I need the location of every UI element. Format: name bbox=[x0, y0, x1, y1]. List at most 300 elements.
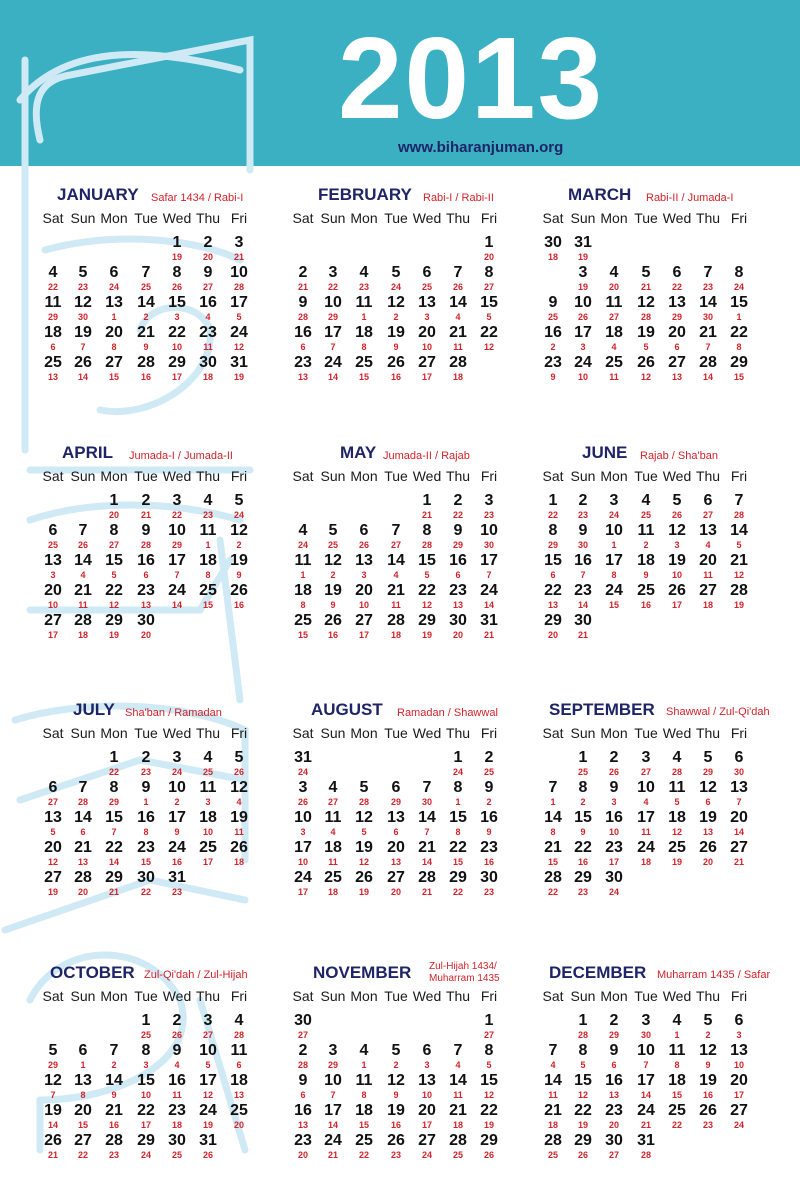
date-cell bbox=[722, 354, 756, 382]
gregorian-date: 25 bbox=[605, 354, 623, 371]
hijri-date: 16 bbox=[108, 1120, 119, 1130]
hijri-date: 22 bbox=[327, 282, 338, 292]
date-cell bbox=[316, 264, 350, 292]
hijri-date: 20 bbox=[608, 1120, 619, 1130]
date-cell bbox=[97, 1072, 131, 1100]
hijri-date: 6 bbox=[300, 1090, 306, 1100]
hijri-date: 13 bbox=[608, 1090, 619, 1100]
hijri-date: 22 bbox=[671, 282, 682, 292]
gregorian-date: 5 bbox=[641, 264, 651, 281]
date-cell bbox=[66, 612, 100, 640]
hijri-date: 1 bbox=[455, 797, 461, 807]
weekday-tue: Tue bbox=[384, 468, 408, 484]
hijri-date: 13 bbox=[297, 372, 308, 382]
date-cell bbox=[129, 809, 163, 837]
hijri-date: 25 bbox=[421, 282, 432, 292]
date-cell bbox=[222, 234, 256, 262]
weekday-thu: Thu bbox=[445, 210, 471, 226]
gregorian-date: 3 bbox=[328, 264, 338, 281]
date-cell bbox=[472, 809, 506, 837]
hijri-date: 27 bbox=[702, 510, 713, 520]
date-cell bbox=[129, 1072, 163, 1100]
gregorian-date: 11 bbox=[668, 779, 686, 796]
weekday-wed: Wed bbox=[412, 210, 442, 226]
date-cell bbox=[660, 749, 694, 777]
gregorian-date: 9 bbox=[141, 779, 151, 796]
gregorian-date: 15 bbox=[449, 809, 467, 826]
date-cell bbox=[222, 779, 256, 807]
hijri-date: 28 bbox=[577, 1030, 588, 1040]
date-cell bbox=[629, 1102, 663, 1130]
gregorian-date: 21 bbox=[449, 324, 467, 341]
gregorian-date: 2 bbox=[578, 492, 588, 509]
gregorian-date: 1 bbox=[422, 492, 432, 509]
hijri-date: 24 bbox=[108, 282, 119, 292]
date-cell bbox=[191, 324, 225, 352]
hijri-date: 17 bbox=[171, 372, 182, 382]
date-cell bbox=[36, 264, 70, 292]
hijri-date: 7 bbox=[580, 570, 586, 580]
date-cell bbox=[722, 839, 756, 867]
hijri-date: 12 bbox=[483, 342, 494, 352]
date-cell bbox=[191, 1012, 225, 1040]
date-cell bbox=[597, 869, 631, 897]
date-cell bbox=[597, 809, 631, 837]
hijri-date: 25 bbox=[452, 1150, 463, 1160]
gregorian-date: 3 bbox=[203, 1012, 213, 1029]
gregorian-date: 16 bbox=[137, 809, 155, 826]
date-cell bbox=[629, 1132, 663, 1160]
hijri-date: 7 bbox=[736, 797, 742, 807]
hijri-date: 27 bbox=[108, 540, 119, 550]
hijri-date: 27 bbox=[390, 540, 401, 550]
weekday-thu: Thu bbox=[195, 725, 221, 741]
date-cell bbox=[160, 492, 194, 520]
weekday-fri: Fri bbox=[230, 988, 248, 1004]
hijri-date: 10 bbox=[421, 1090, 432, 1100]
date-cell bbox=[129, 492, 163, 520]
gregorian-date: 13 bbox=[418, 294, 436, 311]
gregorian-date: 8 bbox=[109, 522, 119, 539]
gregorian-date: 20 bbox=[418, 324, 436, 341]
date-cell bbox=[66, 582, 100, 610]
hijri-date: 14 bbox=[640, 1090, 651, 1100]
date-cell bbox=[566, 324, 600, 352]
date-cell bbox=[566, 522, 600, 550]
date-cell bbox=[97, 839, 131, 867]
hijri-date: 28 bbox=[671, 767, 682, 777]
date-cell bbox=[160, 1042, 194, 1070]
weekday-sun: Sun bbox=[70, 725, 96, 741]
date-cell bbox=[410, 522, 444, 550]
date-cell bbox=[316, 1042, 350, 1070]
hijri-date: 24 bbox=[390, 282, 401, 292]
gregorian-date: 31 bbox=[574, 234, 592, 251]
gregorian-date: 2 bbox=[609, 1012, 619, 1029]
gregorian-date: 18 bbox=[199, 552, 217, 569]
date-cell bbox=[36, 552, 70, 580]
hijri-date: 10 bbox=[577, 372, 588, 382]
date-cell bbox=[566, 749, 600, 777]
hijri-date: 28 bbox=[233, 282, 244, 292]
date-cell bbox=[566, 264, 600, 292]
gregorian-date: 22 bbox=[168, 324, 186, 341]
date-cell bbox=[660, 522, 694, 550]
date-cell bbox=[566, 1132, 600, 1160]
gregorian-date: 27 bbox=[418, 354, 436, 371]
date-cell bbox=[722, 492, 756, 520]
hijri-date: 9 bbox=[143, 342, 149, 352]
gregorian-date: 12 bbox=[74, 294, 92, 311]
hijri-date: 25 bbox=[327, 540, 338, 550]
gregorian-date: 19 bbox=[324, 582, 342, 599]
date-cell bbox=[347, 522, 381, 550]
date-cell bbox=[441, 294, 475, 322]
gregorian-date: 30 bbox=[168, 1132, 186, 1149]
hijri-date: 7 bbox=[50, 1090, 56, 1100]
date-cell bbox=[472, 552, 506, 580]
date-cell bbox=[160, 1072, 194, 1100]
gregorian-date: 5 bbox=[391, 1042, 401, 1059]
hijri-date: 26 bbox=[358, 540, 369, 550]
date-cell bbox=[97, 522, 131, 550]
hijri-date: 9 bbox=[393, 1090, 399, 1100]
weekday-mon: Mon bbox=[100, 725, 128, 741]
gregorian-date: 31 bbox=[230, 354, 248, 371]
gregorian-date: 24 bbox=[168, 582, 186, 599]
hijri-date: 17 bbox=[421, 372, 432, 382]
gregorian-date: 26 bbox=[387, 354, 405, 371]
hijri-date: 12 bbox=[671, 827, 682, 837]
hijri-date: 16 bbox=[483, 857, 494, 867]
date-cell bbox=[441, 779, 475, 807]
gregorian-date: 26 bbox=[74, 354, 92, 371]
weekday-sat: Sat bbox=[292, 725, 314, 741]
gregorian-date: 16 bbox=[480, 809, 498, 826]
hijri-date: 14 bbox=[47, 1120, 58, 1130]
date-cell bbox=[286, 1042, 320, 1070]
date-cell bbox=[379, 809, 413, 837]
date-cell bbox=[97, 324, 131, 352]
hijri-date: 25 bbox=[140, 1030, 151, 1040]
hijri-date: 11 bbox=[203, 342, 213, 352]
hijri-date: 23 bbox=[577, 510, 588, 520]
weekday-header bbox=[0, 988, 800, 1006]
gregorian-date: 14 bbox=[449, 294, 467, 311]
gregorian-date: 3 bbox=[172, 492, 182, 509]
hijri-date: 8 bbox=[736, 342, 742, 352]
date-cell bbox=[536, 324, 570, 352]
hijri-date: 4 bbox=[80, 570, 86, 580]
hijri-date: 22 bbox=[547, 887, 558, 897]
hijri-date: 2 bbox=[143, 312, 149, 322]
weekday-fri: Fri bbox=[730, 468, 748, 484]
hijri-date: 5 bbox=[205, 1060, 211, 1070]
date-cell bbox=[160, 324, 194, 352]
gregorian-date: 23 bbox=[199, 324, 217, 341]
gregorian-date: 6 bbox=[78, 1042, 88, 1059]
weekday-wed: Wed bbox=[162, 725, 192, 741]
date-cell bbox=[347, 1102, 381, 1130]
hijri-date: 12 bbox=[358, 857, 369, 867]
gregorian-date: 25 bbox=[668, 839, 686, 856]
hijri-date: 24 bbox=[421, 1150, 432, 1160]
hijri-date: 9 bbox=[174, 827, 180, 837]
gregorian-date: 17 bbox=[605, 552, 623, 569]
date-cell bbox=[36, 522, 70, 550]
gregorian-date: 8 bbox=[422, 522, 432, 539]
hijri-date: 19 bbox=[483, 1120, 494, 1130]
date-cell bbox=[566, 809, 600, 837]
hijri-date: 13 bbox=[140, 600, 151, 610]
hijri-date: 27 bbox=[297, 1030, 308, 1040]
hijri-date: 2 bbox=[550, 342, 556, 352]
date-cell bbox=[129, 1132, 163, 1160]
date-cell bbox=[597, 522, 631, 550]
gregorian-date: 15 bbox=[574, 1072, 592, 1089]
weekday-mon: Mon bbox=[600, 988, 628, 1004]
weekday-tue: Tue bbox=[134, 468, 158, 484]
hijri-date: 29 bbox=[671, 312, 682, 322]
date-cell bbox=[191, 1042, 225, 1070]
gregorian-date: 6 bbox=[703, 492, 713, 509]
date-cell bbox=[316, 294, 350, 322]
hijri-date: 18 bbox=[702, 600, 713, 610]
date-cell bbox=[566, 1042, 600, 1070]
weekday-fri: Fri bbox=[730, 210, 748, 226]
date-cell bbox=[660, 552, 694, 580]
date-cell bbox=[597, 1102, 631, 1130]
date-cell bbox=[347, 779, 381, 807]
date-cell bbox=[286, 839, 320, 867]
gregorian-date: 3 bbox=[609, 492, 619, 509]
date-cell bbox=[660, 1102, 694, 1130]
gregorian-date: 3 bbox=[641, 749, 651, 766]
weekday-sat: Sat bbox=[542, 210, 564, 226]
date-cell bbox=[472, 869, 506, 897]
date-cell bbox=[660, 324, 694, 352]
gregorian-date: 29 bbox=[105, 869, 123, 886]
gregorian-date: 29 bbox=[449, 869, 467, 886]
gregorian-date: 19 bbox=[699, 1072, 717, 1089]
hijri-date: 11 bbox=[641, 827, 651, 837]
hijri-date: 2 bbox=[643, 540, 649, 550]
gregorian-date: 7 bbox=[141, 264, 151, 281]
gregorian-date: 26 bbox=[699, 1102, 717, 1119]
date-cell bbox=[160, 779, 194, 807]
gregorian-date: 29 bbox=[574, 1132, 592, 1149]
date-cell bbox=[410, 492, 444, 520]
date-cell bbox=[36, 582, 70, 610]
date-cell bbox=[629, 779, 663, 807]
hijri-date: 21 bbox=[140, 510, 151, 520]
gregorian-date: 16 bbox=[449, 552, 467, 569]
hijri-months: Zul-Hijah 1434/ Muharram 1435 bbox=[429, 961, 500, 984]
hijri-date: 20 bbox=[608, 282, 619, 292]
gregorian-date: 23 bbox=[137, 839, 155, 856]
hijri-date: 21 bbox=[421, 887, 432, 897]
hijri-date: 8 bbox=[674, 1060, 680, 1070]
gregorian-date: 29 bbox=[730, 354, 748, 371]
hijri-date: 8 bbox=[550, 827, 556, 837]
date-cell bbox=[660, 1012, 694, 1040]
hijri-months: Rabi-I / Rabi-II bbox=[423, 192, 494, 204]
date-cell bbox=[222, 1012, 256, 1040]
month-name: SEPTEMBER bbox=[549, 700, 655, 719]
date-cell bbox=[36, 869, 70, 897]
hijri-date: 18 bbox=[202, 372, 213, 382]
hijri-date: 14 bbox=[327, 372, 338, 382]
hijri-date: 6 bbox=[674, 342, 680, 352]
date-cell bbox=[316, 1102, 350, 1130]
weekday-tue: Tue bbox=[384, 210, 408, 226]
date-cell bbox=[36, 324, 70, 352]
year-title: 2013 bbox=[338, 13, 605, 143]
hijri-date: 18 bbox=[452, 1120, 463, 1130]
gregorian-date: 11 bbox=[199, 522, 217, 539]
gregorian-date: 20 bbox=[730, 1072, 748, 1089]
date-cell bbox=[191, 1072, 225, 1100]
hijri-date: 13 bbox=[297, 1120, 308, 1130]
gregorian-date: 26 bbox=[324, 612, 342, 629]
gregorian-date: 19 bbox=[699, 809, 717, 826]
hijri-date: 8 bbox=[455, 827, 461, 837]
hijri-date: 13 bbox=[47, 372, 58, 382]
hijri-date: 21 bbox=[577, 630, 588, 640]
date-cell bbox=[441, 522, 475, 550]
gregorian-date: 20 bbox=[668, 324, 686, 341]
date-cell bbox=[410, 294, 444, 322]
date-cell bbox=[36, 1132, 70, 1160]
gregorian-date: 12 bbox=[230, 779, 248, 796]
hijri-date: 8 bbox=[80, 1090, 86, 1100]
date-cell bbox=[36, 779, 70, 807]
hijri-date: 26 bbox=[77, 540, 88, 550]
date-cell bbox=[286, 1102, 320, 1130]
hijri-date: 29 bbox=[327, 1060, 338, 1070]
hijri-date: 11 bbox=[703, 570, 713, 580]
hijri-months: Jumada-I / Jumada-II bbox=[129, 450, 233, 462]
gregorian-date: 6 bbox=[672, 264, 682, 281]
hijri-date: 15 bbox=[608, 600, 619, 610]
date-cell bbox=[441, 749, 475, 777]
hijri-date: 5 bbox=[111, 570, 117, 580]
gregorian-date: 28 bbox=[699, 354, 717, 371]
hijri-date: 18 bbox=[390, 630, 401, 640]
gregorian-date: 18 bbox=[668, 1072, 686, 1089]
hijri-date: 6 bbox=[143, 570, 149, 580]
date-cell bbox=[441, 492, 475, 520]
weekday-thu: Thu bbox=[695, 210, 721, 226]
hijri-date: 15 bbox=[358, 1120, 369, 1130]
date-cell bbox=[191, 522, 225, 550]
date-cell bbox=[66, 869, 100, 897]
gregorian-date: 12 bbox=[324, 552, 342, 569]
gregorian-date: 16 bbox=[294, 324, 312, 341]
date-cell bbox=[316, 779, 350, 807]
date-cell bbox=[410, 779, 444, 807]
gregorian-date: 5 bbox=[703, 1012, 713, 1029]
weekday-wed: Wed bbox=[162, 988, 192, 1004]
hijri-date: 7 bbox=[330, 342, 336, 352]
date-cell bbox=[472, 294, 506, 322]
date-cell bbox=[660, 582, 694, 610]
hijri-date: 28 bbox=[233, 1030, 244, 1040]
date-cell bbox=[129, 324, 163, 352]
hijri-date: 6 bbox=[236, 1060, 242, 1070]
date-cell bbox=[691, 582, 725, 610]
date-cell bbox=[222, 264, 256, 292]
gregorian-date: 23 bbox=[294, 1132, 312, 1149]
hijri-date: 19 bbox=[733, 600, 744, 610]
date-cell bbox=[286, 749, 320, 777]
gregorian-date: 23 bbox=[574, 582, 592, 599]
hijri-date: 20 bbox=[547, 630, 558, 640]
gregorian-date: 27 bbox=[105, 354, 123, 371]
hijri-date: 4 bbox=[705, 540, 711, 550]
gregorian-date: 22 bbox=[480, 324, 498, 341]
gregorian-date: 11 bbox=[294, 552, 312, 569]
gregorian-date: 20 bbox=[699, 552, 717, 569]
date-cell bbox=[97, 809, 131, 837]
date-cell bbox=[691, 809, 725, 837]
gregorian-date: 7 bbox=[391, 522, 401, 539]
hijri-date: 17 bbox=[421, 1120, 432, 1130]
date-cell bbox=[691, 1042, 725, 1070]
gregorian-date: 14 bbox=[387, 552, 405, 569]
hijri-date: 10 bbox=[358, 600, 369, 610]
hijri-date: 25 bbox=[547, 312, 558, 322]
gregorian-date: 19 bbox=[230, 552, 248, 569]
weekday-wed: Wed bbox=[412, 468, 442, 484]
date-cell bbox=[129, 839, 163, 867]
hijri-date: 1 bbox=[80, 1060, 86, 1070]
gregorian-date: 21 bbox=[699, 324, 717, 341]
gregorian-date: 3 bbox=[641, 1012, 651, 1029]
gregorian-date: 24 bbox=[637, 1102, 655, 1119]
weekday-fri: Fri bbox=[230, 468, 248, 484]
date-cell bbox=[629, 1042, 663, 1070]
hijri-date: 16 bbox=[327, 630, 338, 640]
hijri-date: 12 bbox=[202, 1090, 213, 1100]
date-cell bbox=[129, 779, 163, 807]
weekday-header bbox=[0, 468, 800, 486]
date-cell bbox=[536, 1132, 570, 1160]
gregorian-date: 19 bbox=[387, 1102, 405, 1119]
gregorian-date: 20 bbox=[44, 839, 62, 856]
hijri-date: 3 bbox=[174, 312, 180, 322]
date-cell bbox=[191, 294, 225, 322]
date-cell bbox=[597, 1042, 631, 1070]
date-cell bbox=[160, 749, 194, 777]
hijri-date: 25 bbox=[47, 540, 58, 550]
date-cell bbox=[629, 522, 663, 550]
hijri-date: 22 bbox=[452, 510, 463, 520]
gregorian-date: 5 bbox=[672, 492, 682, 509]
gregorian-date: 6 bbox=[48, 779, 58, 796]
hijri-date: 20 bbox=[202, 252, 213, 262]
gregorian-date: 14 bbox=[544, 1072, 562, 1089]
gregorian-date: 9 bbox=[609, 779, 619, 796]
gregorian-date: 1 bbox=[578, 749, 588, 766]
gregorian-date: 11 bbox=[355, 1072, 373, 1089]
date-cell bbox=[597, 749, 631, 777]
date-cell bbox=[472, 582, 506, 610]
hijri-date: 15 bbox=[671, 1090, 682, 1100]
gregorian-date: 11 bbox=[44, 294, 62, 311]
date-cell bbox=[410, 809, 444, 837]
gregorian-date: 24 bbox=[324, 354, 342, 371]
